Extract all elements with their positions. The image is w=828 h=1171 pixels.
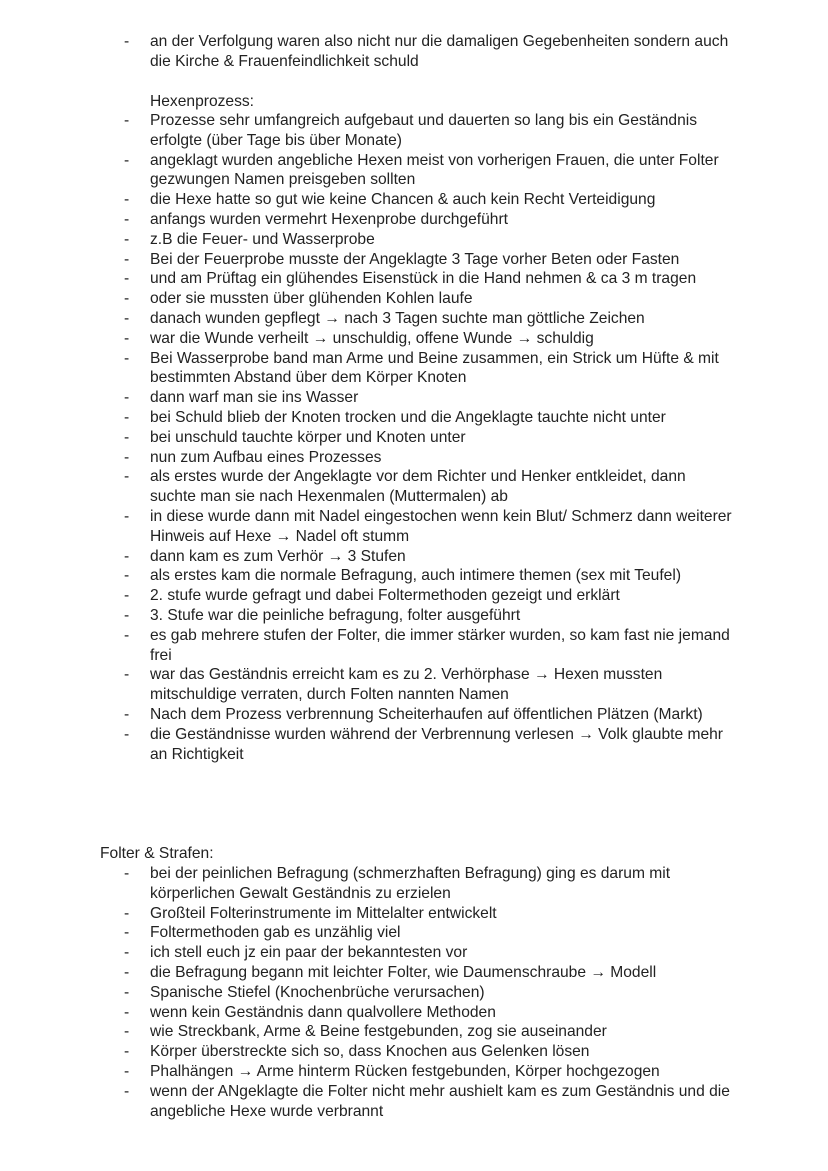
list-item <box>0 408 828 428</box>
list-item-text: bei unschuld tauchte körper und Knoten unter <box>150 428 466 446</box>
list-item-text: als erstes kam die normale Befragung, auch intimere themen (sex mit Teufel) <box>150 567 682 585</box>
list-item <box>0 983 828 1003</box>
bullet-dash-icon: - <box>124 725 130 743</box>
list-item-text: Nach dem Prozess verbrennung Scheiterhaufen auf öffentlichen Plätzen (Markt) <box>150 705 703 723</box>
bullet-dash-icon: - <box>124 270 130 288</box>
list-item <box>0 665 828 705</box>
bullet-dash-icon: - <box>124 329 130 347</box>
list-item <box>0 943 828 963</box>
bullet-dash-icon: - <box>124 705 130 723</box>
bullet-dash-icon: - <box>124 924 130 942</box>
list-item-text: an der Verfolgung waren also nicht nur die damaligen Gegebenheiten sondern auch die Kirche & Frauenfeindlichkeit schuld <box>150 33 729 70</box>
list-item <box>0 32 828 72</box>
list-item <box>0 963 828 983</box>
list-item-text: z.B die Feuer- und Wasserprobe <box>150 230 375 248</box>
list-item-text: dann warf man sie ins Wasser <box>150 389 359 407</box>
bullet-dash-icon: - <box>124 389 130 407</box>
bullet-dash-icon: - <box>124 151 130 169</box>
bullet-dash-icon: - <box>124 904 130 922</box>
list-item-text: 2. stufe wurde gefragt und dabei Foltermethoden gezeigt und erklärt <box>150 587 620 605</box>
list-item-text: Körper überstreckte sich so, dass Knochen aus Gelenken lösen <box>150 1043 590 1061</box>
bullet-dash-icon: - <box>124 666 130 684</box>
list-item-text: Bei Wasserprobe band man Arme und Beine zusammen, ein Strick um Hüfte & mit bestimmten Abstand über dem Körper Knoten <box>150 349 719 387</box>
bullet-dash-icon: - <box>124 963 130 981</box>
bullet-dash-icon: - <box>124 408 130 426</box>
list-item-text: Bei der Feuerprobe musste der Angeklagte 3 Tage vorher Beten oder Fasten <box>150 250 680 268</box>
list-item-text: wenn kein Geständnis dann qualvollere Methoden <box>150 1003 496 1021</box>
list-item-text: die Befragung begann mit leichter Folter, wie Daumenschraube → Modell <box>150 963 657 981</box>
bullet-dash-icon: - <box>124 944 130 962</box>
list-item <box>0 1082 828 1122</box>
list-item <box>0 1022 828 1042</box>
list-item <box>0 289 828 309</box>
list-item <box>0 210 828 230</box>
list-item-text: angeklagt wurden angebliche Hexen meist von vorherigen Frauen, die unter Folter gezwungen Namen preisgeben sollten <box>150 151 719 189</box>
list-item-text: danach wunden gepflegt → nach 3 Tagen suchte man göttliche Zeichen <box>150 309 645 327</box>
list-item <box>0 309 828 329</box>
list-item <box>0 904 828 924</box>
list-item-text: bei Schuld blieb der Knoten trocken und die Angeklagte tauchte nicht unter <box>150 408 666 426</box>
bullet-dash-icon: - <box>124 250 130 268</box>
list-item-text: anfangs wurden vermehrt Hexenprobe durchgeführt <box>150 210 509 228</box>
bullet-dash-icon: - <box>124 1062 130 1080</box>
list-item-text: die Geständnisse wurden während der Verbrennung verlesen → Volk glaubte mehr an Richtigkeit <box>150 725 723 763</box>
list-item <box>0 864 828 904</box>
list-item-text: wenn der ANgeklagte die Folter nicht mehr aushielt kam es zum Geständnis und die angebliche Hexe wurde verbrannt <box>150 1082 730 1120</box>
list-item-text: es gab mehrere stufen der Folter, die immer stärker wurden, so kam fast nie jemand frei <box>150 626 730 664</box>
bullet-dash-icon: - <box>124 309 130 327</box>
bullet-dash-icon: - <box>124 567 130 585</box>
list-item <box>0 190 828 210</box>
list-item <box>0 606 828 626</box>
bullet-dash-icon: - <box>124 587 130 605</box>
bullet-dash-icon: - <box>124 983 130 1001</box>
bullet-dash-icon: - <box>124 428 130 446</box>
bullet-dash-icon: - <box>124 626 130 644</box>
list-item-text: Prozesse sehr umfangreich aufgebaut und dauerten so lang bis ein Geständnis erfolgte (über Tage bis über Monate) <box>150 112 697 149</box>
list-item <box>0 1062 828 1082</box>
list-item-text: bei der peinlichen Befragung (schmerzhaften Befragung) ging es darum mit körperlichen Gewalt Geständnis zu erzielen <box>150 865 671 902</box>
list-item-text: nun zum Aufbau eines Prozesses <box>150 448 382 466</box>
bullet-dash-icon: - <box>124 865 130 882</box>
list-item <box>0 547 828 567</box>
list-item <box>0 725 828 765</box>
list-item <box>0 1042 828 1062</box>
bullet-dash-icon: - <box>124 1003 130 1021</box>
bullet-dash-icon: - <box>124 448 130 466</box>
bullet-dash-icon: - <box>124 468 130 486</box>
list-item <box>0 923 828 943</box>
list-item-text: 3. Stufe war die peinliche befragung, folter ausgeführt <box>150 606 521 624</box>
bullet-dash-icon: - <box>124 349 130 367</box>
list-item-text: in diese wurde dann mit Nadel eingestochen wenn kein Blut/ Schmerz dann weiterer Hinweis auf Hexe → Nadel oft stumm <box>150 507 732 545</box>
list-item <box>0 1003 828 1023</box>
list-item-text: Spanische Stiefel (Knochenbrüche verursachen) <box>150 983 485 1001</box>
bullet-dash-icon: - <box>124 507 130 525</box>
list-item-text: und am Prüftag ein glühendes Eisenstück in die Hand nehmen & ca 3 m tragen <box>150 270 697 288</box>
list-item-text: oder sie mussten über glühenden Kohlen laufe <box>150 290 473 308</box>
folter-list <box>0 864 828 1121</box>
list-item <box>0 586 828 606</box>
bullet-dash-icon: - <box>124 1023 130 1041</box>
list-item <box>0 428 828 448</box>
list-item-text: wie Streckbank, Arme & Beine festgebunden, zog sie auseinander <box>150 1023 607 1041</box>
list-item <box>0 250 828 270</box>
list-item-text: als erstes wurde der Angeklagte vor dem Richter und Henker entkleidet, dann suchte man sie nach Hexenmalen (Muttermalen) ab <box>150 468 686 506</box>
bullet-dash-icon: - <box>124 210 130 228</box>
bullet-dash-icon: - <box>124 606 130 624</box>
list-item-text: Phalhängen → Arme hinterm Rücken festgebunden, Körper hochgezogen <box>150 1062 660 1080</box>
bullet-dash-icon: - <box>124 1043 130 1061</box>
list-item-text: Großteil Folterinstrumente im Mittelalter entwickelt <box>150 904 497 922</box>
list-item-text: ich stell euch jz ein paar der bekanntesten vor <box>150 944 468 962</box>
list-item <box>0 329 828 349</box>
list-item <box>0 111 828 151</box>
list-item-text: Foltermethoden gab es unzählig viel <box>150 924 401 942</box>
list-item <box>0 349 828 389</box>
list-item <box>0 626 828 666</box>
list-item <box>0 705 828 725</box>
list-item <box>0 467 828 507</box>
bullet-dash-icon: - <box>124 230 130 248</box>
list-item <box>0 269 828 289</box>
list-item <box>0 566 828 586</box>
list-item-text: war die Wunde verheilt → unschuldig, offene Wunde → schuldig <box>150 329 594 347</box>
bullet-dash-icon: - <box>124 1082 130 1100</box>
list-item-text: die Hexe hatte so gut wie keine Chancen & auch kein Recht Verteidigung <box>150 191 656 209</box>
bullet-dash-icon: - <box>124 290 130 308</box>
list-item <box>0 230 828 250</box>
list-item <box>0 448 828 468</box>
list-item <box>0 507 828 547</box>
section-heading-folter: Folter & Strafen: <box>100 845 214 862</box>
bullet-dash-icon: - <box>124 33 130 50</box>
bullet-dash-icon: - <box>124 547 130 565</box>
bullet-dash-icon: - <box>124 191 130 209</box>
list-item-text: war das Geständnis erreicht kam es zu 2. Verhörphase → Hexen mussten mitschuldige verraten, durch Folten nannten Namen <box>150 666 663 704</box>
section-heading-hexenprozess: Hexenprozess: <box>150 93 255 110</box>
bullet-dash-icon: - <box>124 112 130 129</box>
list-item <box>0 388 828 408</box>
hexenprozess-list <box>0 111 828 764</box>
list-item-text: dann kam es zum Verhör → 3 Stufen <box>150 547 406 565</box>
list-item <box>0 151 828 191</box>
intro-list <box>0 32 828 72</box>
